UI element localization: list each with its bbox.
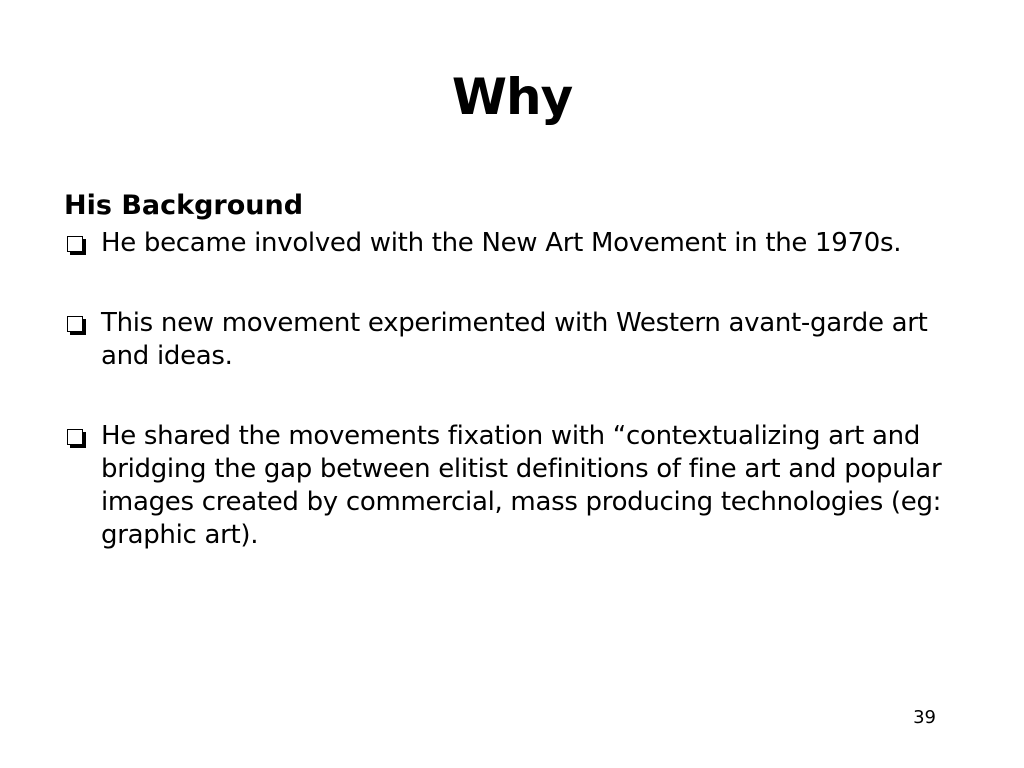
checkbox-bullet-icon	[67, 429, 83, 445]
bullet-list	[64, 227, 964, 552]
checkbox-bullet-icon	[67, 236, 83, 252]
bullet-item	[64, 227, 964, 260]
bullet-item	[64, 420, 964, 552]
section-heading: His Background	[64, 190, 304, 221]
bullet-text: He became involved with the New Art Movement in the 1970s.	[101, 228, 902, 258]
bullet-text: He shared the movements fixation with “contextualizing art and bridging the gap between elitist definitions of fine art and popular images created by commercial, mass producing technologies (eg: graphic art).	[101, 421, 942, 550]
page-number: 39	[913, 707, 936, 728]
bullet-item	[64, 307, 964, 373]
slide-content	[64, 188, 964, 552]
bullet-text: This new movement experimented with Western avant-garde art and ideas.	[101, 308, 928, 371]
checkbox-bullet-icon	[67, 316, 83, 332]
slide-title: Why	[451, 68, 573, 126]
